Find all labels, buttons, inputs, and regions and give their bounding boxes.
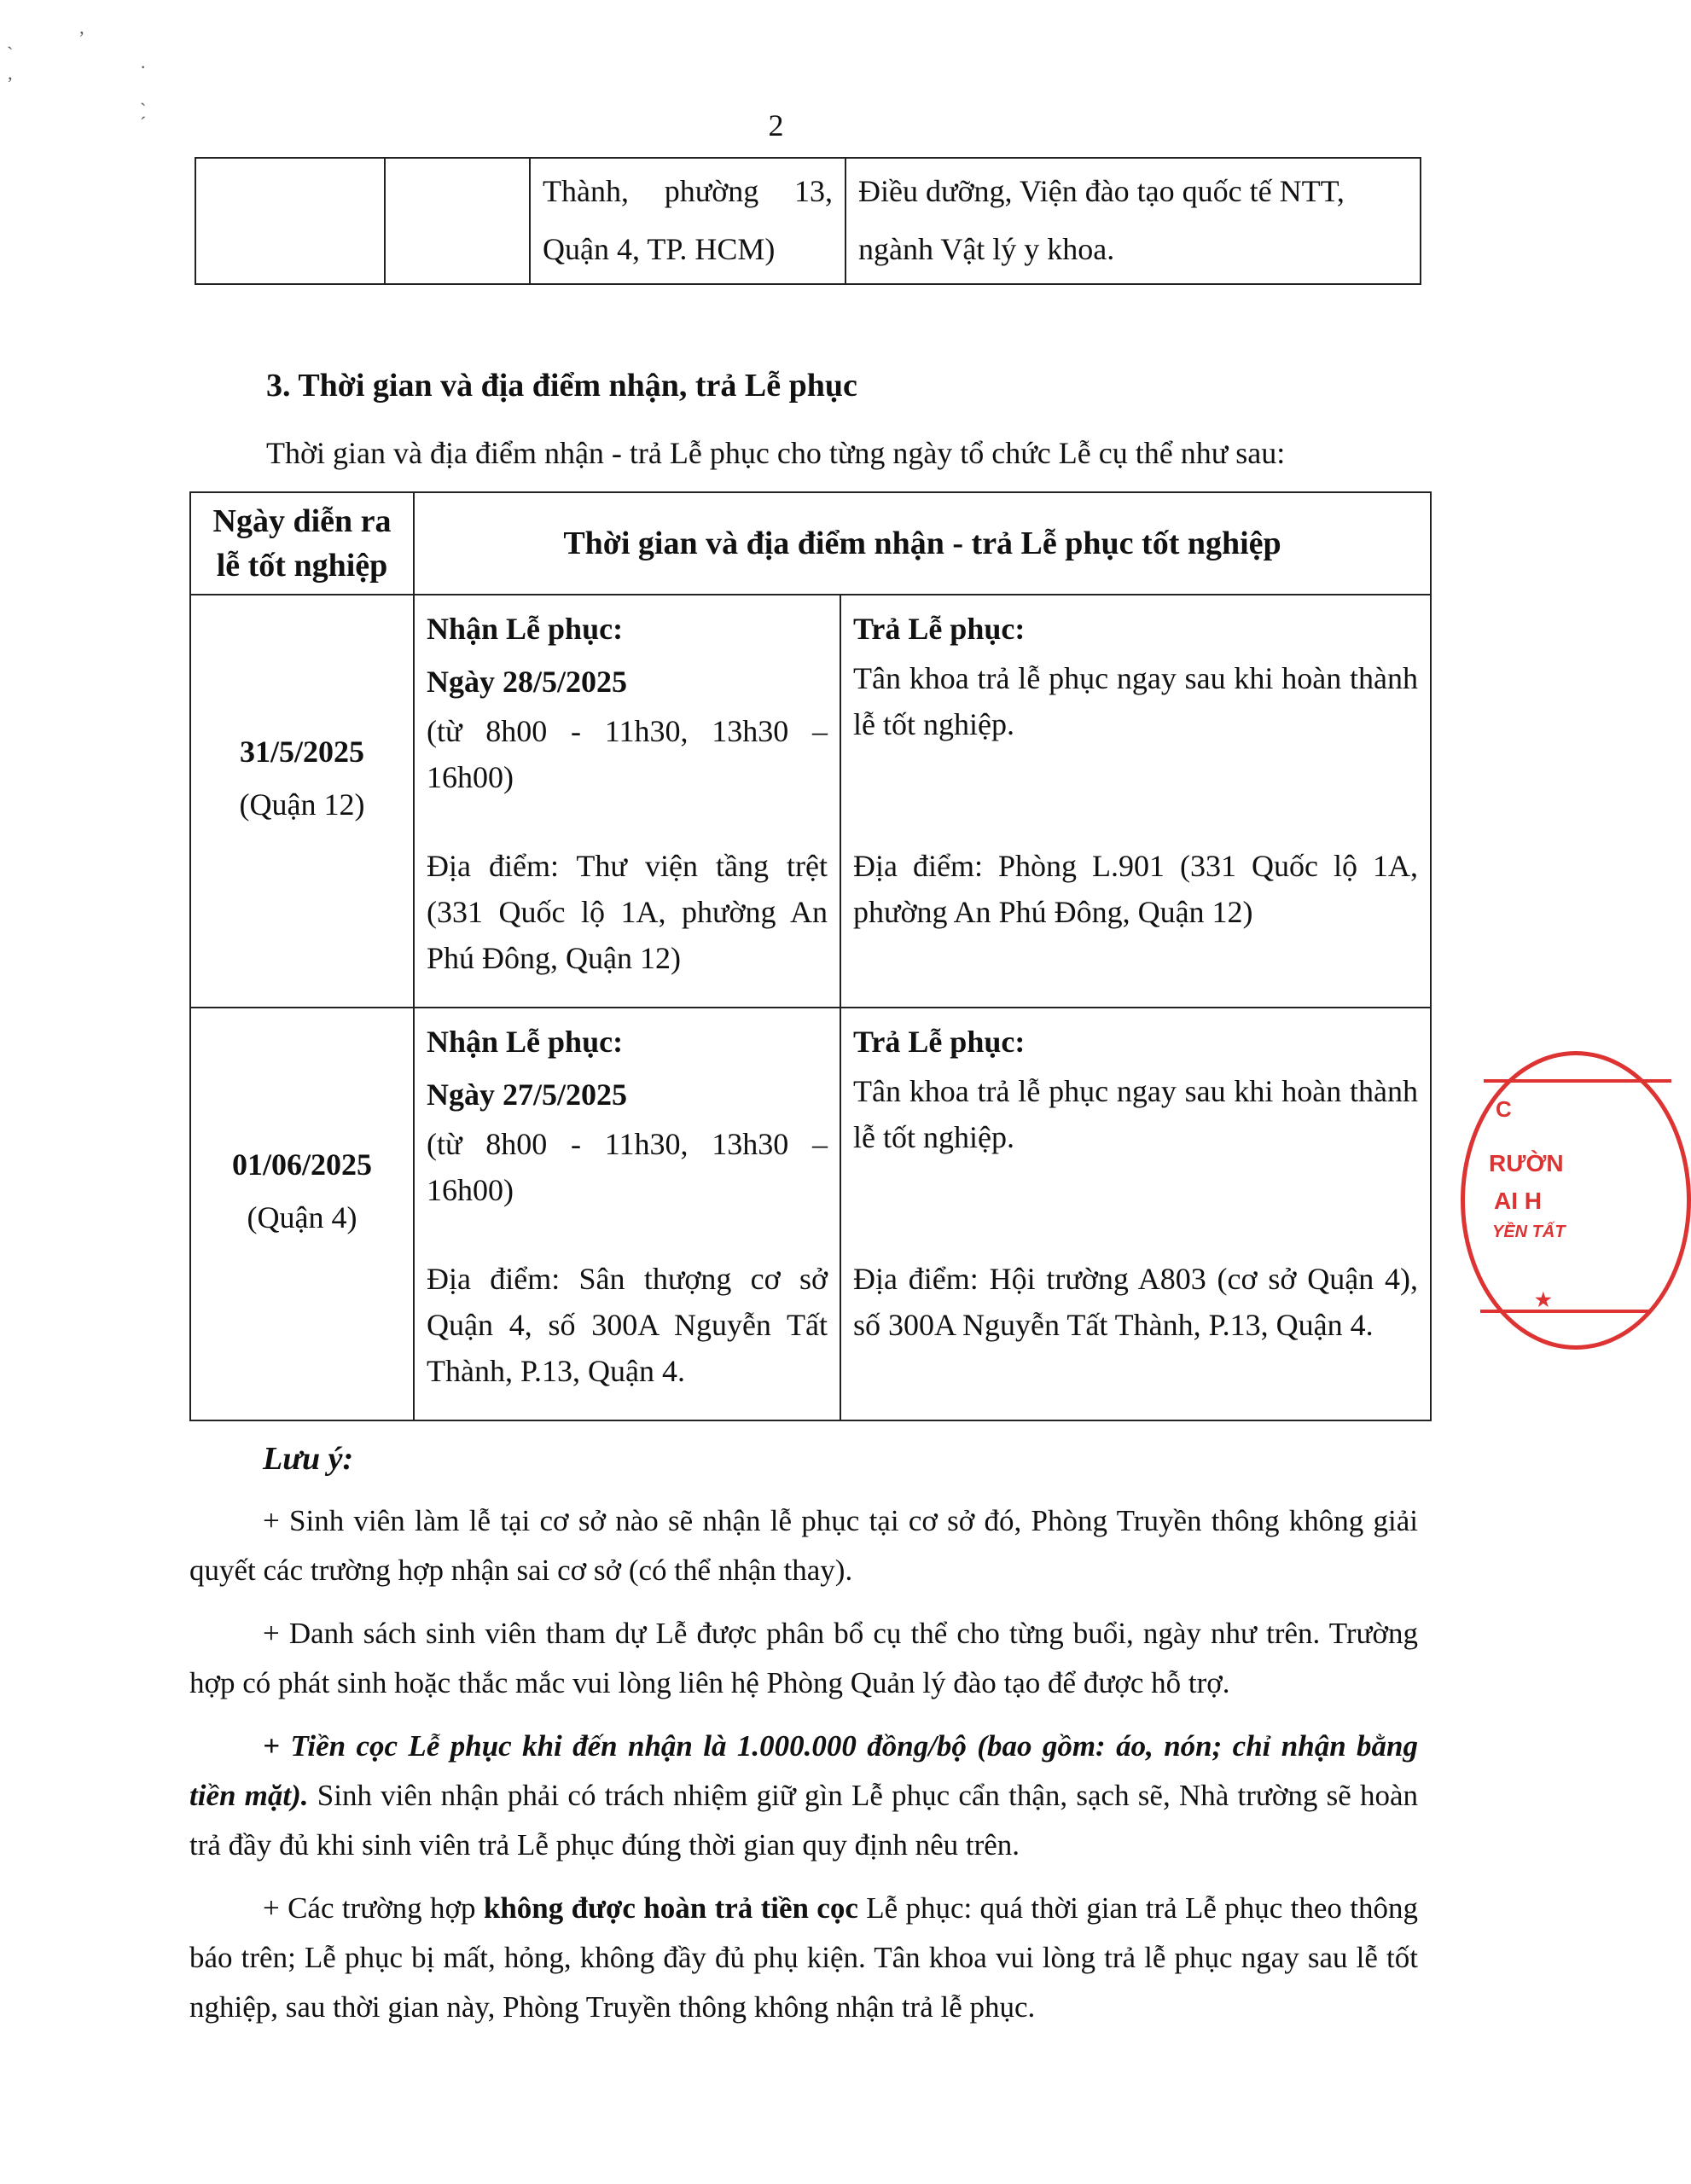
top-table-cell-3 — [530, 158, 846, 284]
receive-time: (từ 8h00 - 11h30, 13h30 – 16h00) — [427, 1127, 828, 1207]
ceremony-area: (Quận 12) — [239, 787, 365, 822]
top-table-cell-4 — [846, 158, 1421, 284]
header-details: Thời gian và địa điểm nhận - trả Lễ phục tốt nghiệp — [414, 492, 1431, 595]
table-row — [195, 158, 1421, 284]
non-refund-details: Lễ phục: quá thời gian trả Lễ phục theo thông báo trên; Lễ phục bị mất, hỏng, không đầy đủ phụ kiện. Tân khoa vui lòng trả lễ phục ngay sau lễ tốt nghiệp, sau thời gian này, Phòng Truyền thông không nhận trả lễ phục. — [189, 1891, 1418, 2024]
top-table-line: ngành Vật lý y khoa. — [858, 232, 1115, 266]
star-icon: ★ — [1535, 1289, 1552, 1310]
page-number: 2 — [768, 108, 784, 142]
top-table-cell-2 — [385, 158, 530, 284]
return-note: Tân khoa trả lễ phục ngay sau khi hoàn thành lễ tốt nghiệp. — [853, 1074, 1418, 1154]
stamp-text: YỀN TẤT — [1492, 1223, 1566, 1241]
receive-title: Nhận Lễ phục: — [427, 1025, 624, 1059]
note-paragraph-3 — [189, 1722, 1418, 1870]
section-heading: 3. Thời gian và địa điểm nhận, trả Lễ phục — [266, 368, 857, 404]
receive-place: Địa điểm: Sân thượng cơ sở Quận 4, số 300A Nguyễn Tất Thành, P.13, Quận 4. — [427, 1262, 828, 1388]
receive-date: Ngày 27/5/2025 — [427, 1077, 628, 1112]
note-section — [189, 1496, 1418, 2032]
top-table-line: Quận 4, TP. HCM) — [543, 232, 776, 266]
date-cell — [190, 1008, 414, 1420]
top-table — [195, 157, 1421, 285]
note-paragraph-1: + Sinh viên làm lễ tại cơ sở nào sẽ nhận lễ phục tại cơ sở đó, Phòng Truyền thông không giải quyết các trường hợp nhận sai cơ sở (có thể nhận thay). — [189, 1504, 1418, 1587]
note-paragraph-4 — [189, 1884, 1418, 2032]
return-cell — [840, 595, 1431, 1008]
table-row — [190, 1008, 1431, 1420]
return-title: Trả Lễ phục: — [853, 612, 1026, 646]
receive-time: (từ 8h00 - 11h30, 13h30 – 16h00) — [427, 714, 828, 794]
ceremony-date: 31/5/2025 — [239, 735, 364, 769]
official-stamp — [1461, 1051, 1691, 1350]
non-refund-highlight: không được hoàn trả tiền cọc — [483, 1891, 858, 1925]
return-cell — [840, 1008, 1431, 1420]
top-table-cell-1 — [195, 158, 385, 284]
receive-cell — [414, 595, 840, 1008]
deposit-details: Sinh viên nhận phải có trách nhiệm giữ gìn Lễ phục cẩn thận, sạch sẽ, Nhà trường sẽ hoàn trả đầy đủ khi sinh viên trả Lễ phục đúng thời gian quy định nêu trên. — [189, 1779, 1418, 1862]
non-refund-lead: + Các trường hợp — [263, 1891, 484, 1925]
return-place: Địa điểm: Hội trường A803 (cơ sở Quận 4), số 300A Nguyễn Tất Thành, P.13, Quận 4. — [853, 1262, 1418, 1342]
top-table-line: Thành, phường 13, — [543, 174, 833, 208]
stamp-text: AI H — [1494, 1188, 1542, 1214]
note-paragraph-2: + Danh sách sinh viên tham dự Lễ được phân bổ cụ thể cho từng buổi, ngày như trên. Trường hợp có phát sinh hoặc thắc mắc vui lòng liên hệ Phòng Quản lý đào tạo để được hỗ trợ. — [189, 1617, 1418, 1699]
top-table-line: Điều dưỡng, Viện đào tạo quốc tế NTT, — [858, 174, 1345, 208]
intro-paragraph: Thời gian và địa điểm nhận - trả Lễ phục cho từng ngày tổ chức Lễ cụ thể như sau: — [266, 436, 1286, 470]
return-note: Tân khoa trả lễ phục ngay sau khi hoàn thành lễ tốt nghiệp. — [853, 661, 1418, 741]
return-place: Địa điểm: Phòng L.901 (331 Quốc lộ 1A, phường An Phú Đông, Quận 12) — [853, 849, 1418, 929]
ceremony-date: 01/06/2025 — [231, 1147, 372, 1182]
deposit-highlight: + Tiền cọc Lễ phục khi đến nhận là 1.000.000 đồng/bộ (bao gồm: áo, nón; chỉ nhận bằng tiền mặt). — [189, 1729, 1418, 1812]
table-row — [190, 595, 1431, 1008]
schedule-table — [189, 491, 1432, 1421]
table-header-row — [190, 492, 1431, 595]
stamp-text: RƯỜN — [1489, 1150, 1564, 1176]
return-title: Trả Lễ phục: — [853, 1025, 1026, 1059]
note-title: Lưu ý: — [263, 1441, 354, 1477]
receive-place: Địa điểm: Thư viện tầng trệt (331 Quốc lộ 1A, phường An Phú Đông, Quận 12) — [427, 849, 828, 975]
receive-date: Ngày 28/5/2025 — [427, 665, 628, 699]
receive-title: Nhận Lễ phục: — [427, 612, 624, 646]
stamp-text: C — [1496, 1096, 1512, 1122]
date-cell — [190, 595, 414, 1008]
receive-cell — [414, 1008, 840, 1420]
ceremony-area: (Quận 4) — [247, 1200, 357, 1234]
header-date: Ngày diễn ra lễ tốt nghiệp — [190, 492, 414, 595]
